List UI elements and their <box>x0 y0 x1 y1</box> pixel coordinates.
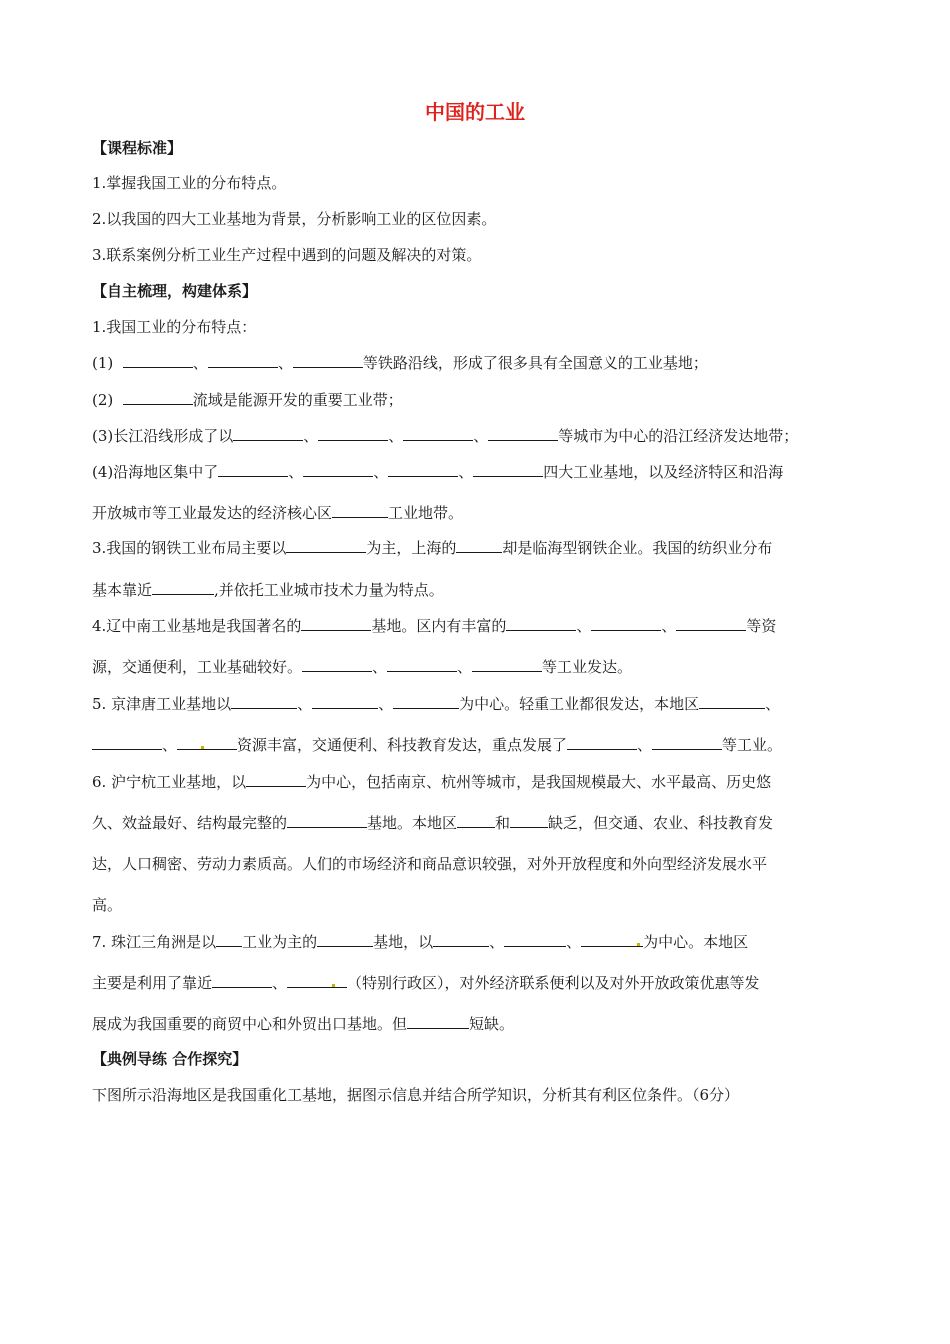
answer-blank[interactable] <box>293 353 363 368</box>
answer-blank[interactable] <box>676 616 746 631</box>
answer-blank[interactable] <box>387 657 457 672</box>
answer-blank[interactable] <box>177 735 237 750</box>
answer-blank[interactable] <box>287 973 347 988</box>
answer-blank[interactable] <box>510 813 548 828</box>
answer-blank[interactable] <box>332 503 388 518</box>
question-6-line-4: 高。 <box>92 896 123 914</box>
answer-blank[interactable] <box>123 353 193 368</box>
curriculum-item-2: 2.以我国的四大工业基地为背景，分析影响工业的区位因素。 <box>92 210 497 228</box>
answer-blank[interactable] <box>581 932 643 947</box>
section-heading-curriculum: 【课程标准】 <box>92 139 183 157</box>
answer-blank[interactable] <box>317 932 373 947</box>
question-3-line-1: 3.我国的钢铁工业布局主要以 为主，上海的 却是临海型钢铁企业。我国的纺织业分布 <box>92 539 773 557</box>
question-7-line-3: 展成为我国重要的商贸中心和外贸出口基地。但 短缺。 <box>92 1015 515 1033</box>
question-1-part-4-cont: 开放城市等工业最发达的经济核心区 工业地带。 <box>92 504 464 522</box>
question-1-part-1: (1) 、 、 等铁路沿线，形成了很多具有全国意义的工业基地； <box>92 354 708 372</box>
answer-blank[interactable] <box>472 657 542 672</box>
section-heading-practice: 【典例导练 合作探究】 <box>92 1050 248 1068</box>
answer-blank[interactable] <box>92 735 162 750</box>
question-6-line-2: 久、效益最好、结构最完整的 基地。本地区 和 缺乏，但交通、农业、科技教育发 <box>92 814 774 832</box>
answer-blank[interactable] <box>506 616 576 631</box>
answer-blank[interactable] <box>286 538 366 553</box>
answer-blank[interactable] <box>301 616 371 631</box>
answer-blank[interactable] <box>216 932 242 947</box>
question-1-part-2: (2) 流域是能源开发的重要工业带； <box>92 391 403 409</box>
answer-blank[interactable] <box>233 426 303 441</box>
question-5-line-2: 、 资源丰富，交通便利、科技教育发达，重点发展了 、 等工业。 <box>92 735 782 755</box>
question-1-intro: 1.我国工业的分布特点： <box>92 318 257 336</box>
answer-blank[interactable] <box>407 1014 469 1029</box>
answer-blank[interactable] <box>246 772 306 787</box>
question-6-line-1: 6. 沪宁杭工业基地，以 为中心，包括南京、杭州等城市，是我国规模最大、水平最高、历史悠 <box>92 773 772 791</box>
question-4-line-1: 4.辽中南工业基地是我国著名的 基地。区内有丰富的 、 、 等资 <box>92 617 777 635</box>
answer-blank[interactable] <box>312 694 378 709</box>
question-7-line-1: 7. 珠江三角洲是以 工业为主的 基地，以 、 、 为中心。本地区 <box>92 933 749 951</box>
answer-blank[interactable] <box>303 462 373 477</box>
answer-blank[interactable] <box>302 657 372 672</box>
answer-blank[interactable] <box>218 462 288 477</box>
question-6-line-3: 达，人口稠密、劳动力素质高。人们的市场经济和商品意识较强，对外开放程度和外向型经济发展水平 <box>92 855 768 873</box>
answer-blank[interactable] <box>208 353 278 368</box>
practice-question: 下图所示沿海地区是我国重化工基地，据图示信息并结合所学知识，分析其有利区位条件。（6分） <box>92 1086 740 1104</box>
curriculum-item-1: 1.掌握我国工业的分布特点。 <box>92 174 287 192</box>
answer-blank[interactable] <box>504 932 566 947</box>
answer-blank[interactable] <box>287 813 367 828</box>
answer-blank[interactable] <box>318 426 388 441</box>
page-title: 中国的工业 <box>425 100 525 124</box>
answer-blank[interactable] <box>699 694 765 709</box>
question-5-line-1: 5. 京津唐工业基地以 、 、 为中心。轻重工业都很发达，本地区 、 <box>92 695 781 713</box>
answer-blank[interactable] <box>393 694 459 709</box>
answer-blank[interactable] <box>403 426 473 441</box>
section-heading-review: 【自主梳理，构建体系】 <box>92 282 258 300</box>
question-1-part-3: (3)长江沿线形成了以 、 、 、 等城市为中心的沿江经济发达地带； <box>92 427 799 445</box>
answer-blank[interactable] <box>388 462 458 477</box>
answer-blank[interactable] <box>473 462 543 477</box>
answer-blank[interactable] <box>652 735 722 750</box>
answer-blank[interactable] <box>231 694 297 709</box>
question-7-line-2: 主要是利用了靠近 、 （特别行政区），对外经济联系便利以及对外开放政策优惠等发 <box>92 974 760 992</box>
answer-blank[interactable] <box>591 616 661 631</box>
question-1-part-4: (4)沿海地区集中了 、 、 、 四大工业基地，以及经济特区和沿海 <box>92 463 784 481</box>
answer-blank[interactable] <box>212 973 272 988</box>
answer-blank[interactable] <box>152 580 214 595</box>
question-3-line-2: 基本靠近 ,并依托工业城市技术力量为特点。 <box>92 581 444 599</box>
question-4-line-2: 源，交通便利，工业基础较好。 、 、 等工业发达。 <box>92 658 633 676</box>
answer-blank[interactable] <box>457 813 495 828</box>
answer-blank[interactable] <box>488 426 558 441</box>
answer-blank[interactable] <box>433 932 489 947</box>
answer-blank[interactable] <box>567 735 637 750</box>
answer-blank[interactable] <box>123 390 193 405</box>
curriculum-item-3: 3.联系案例分析工业生产过程中遇到的问题及解决的对策。 <box>92 246 482 264</box>
answer-blank[interactable] <box>456 538 502 553</box>
